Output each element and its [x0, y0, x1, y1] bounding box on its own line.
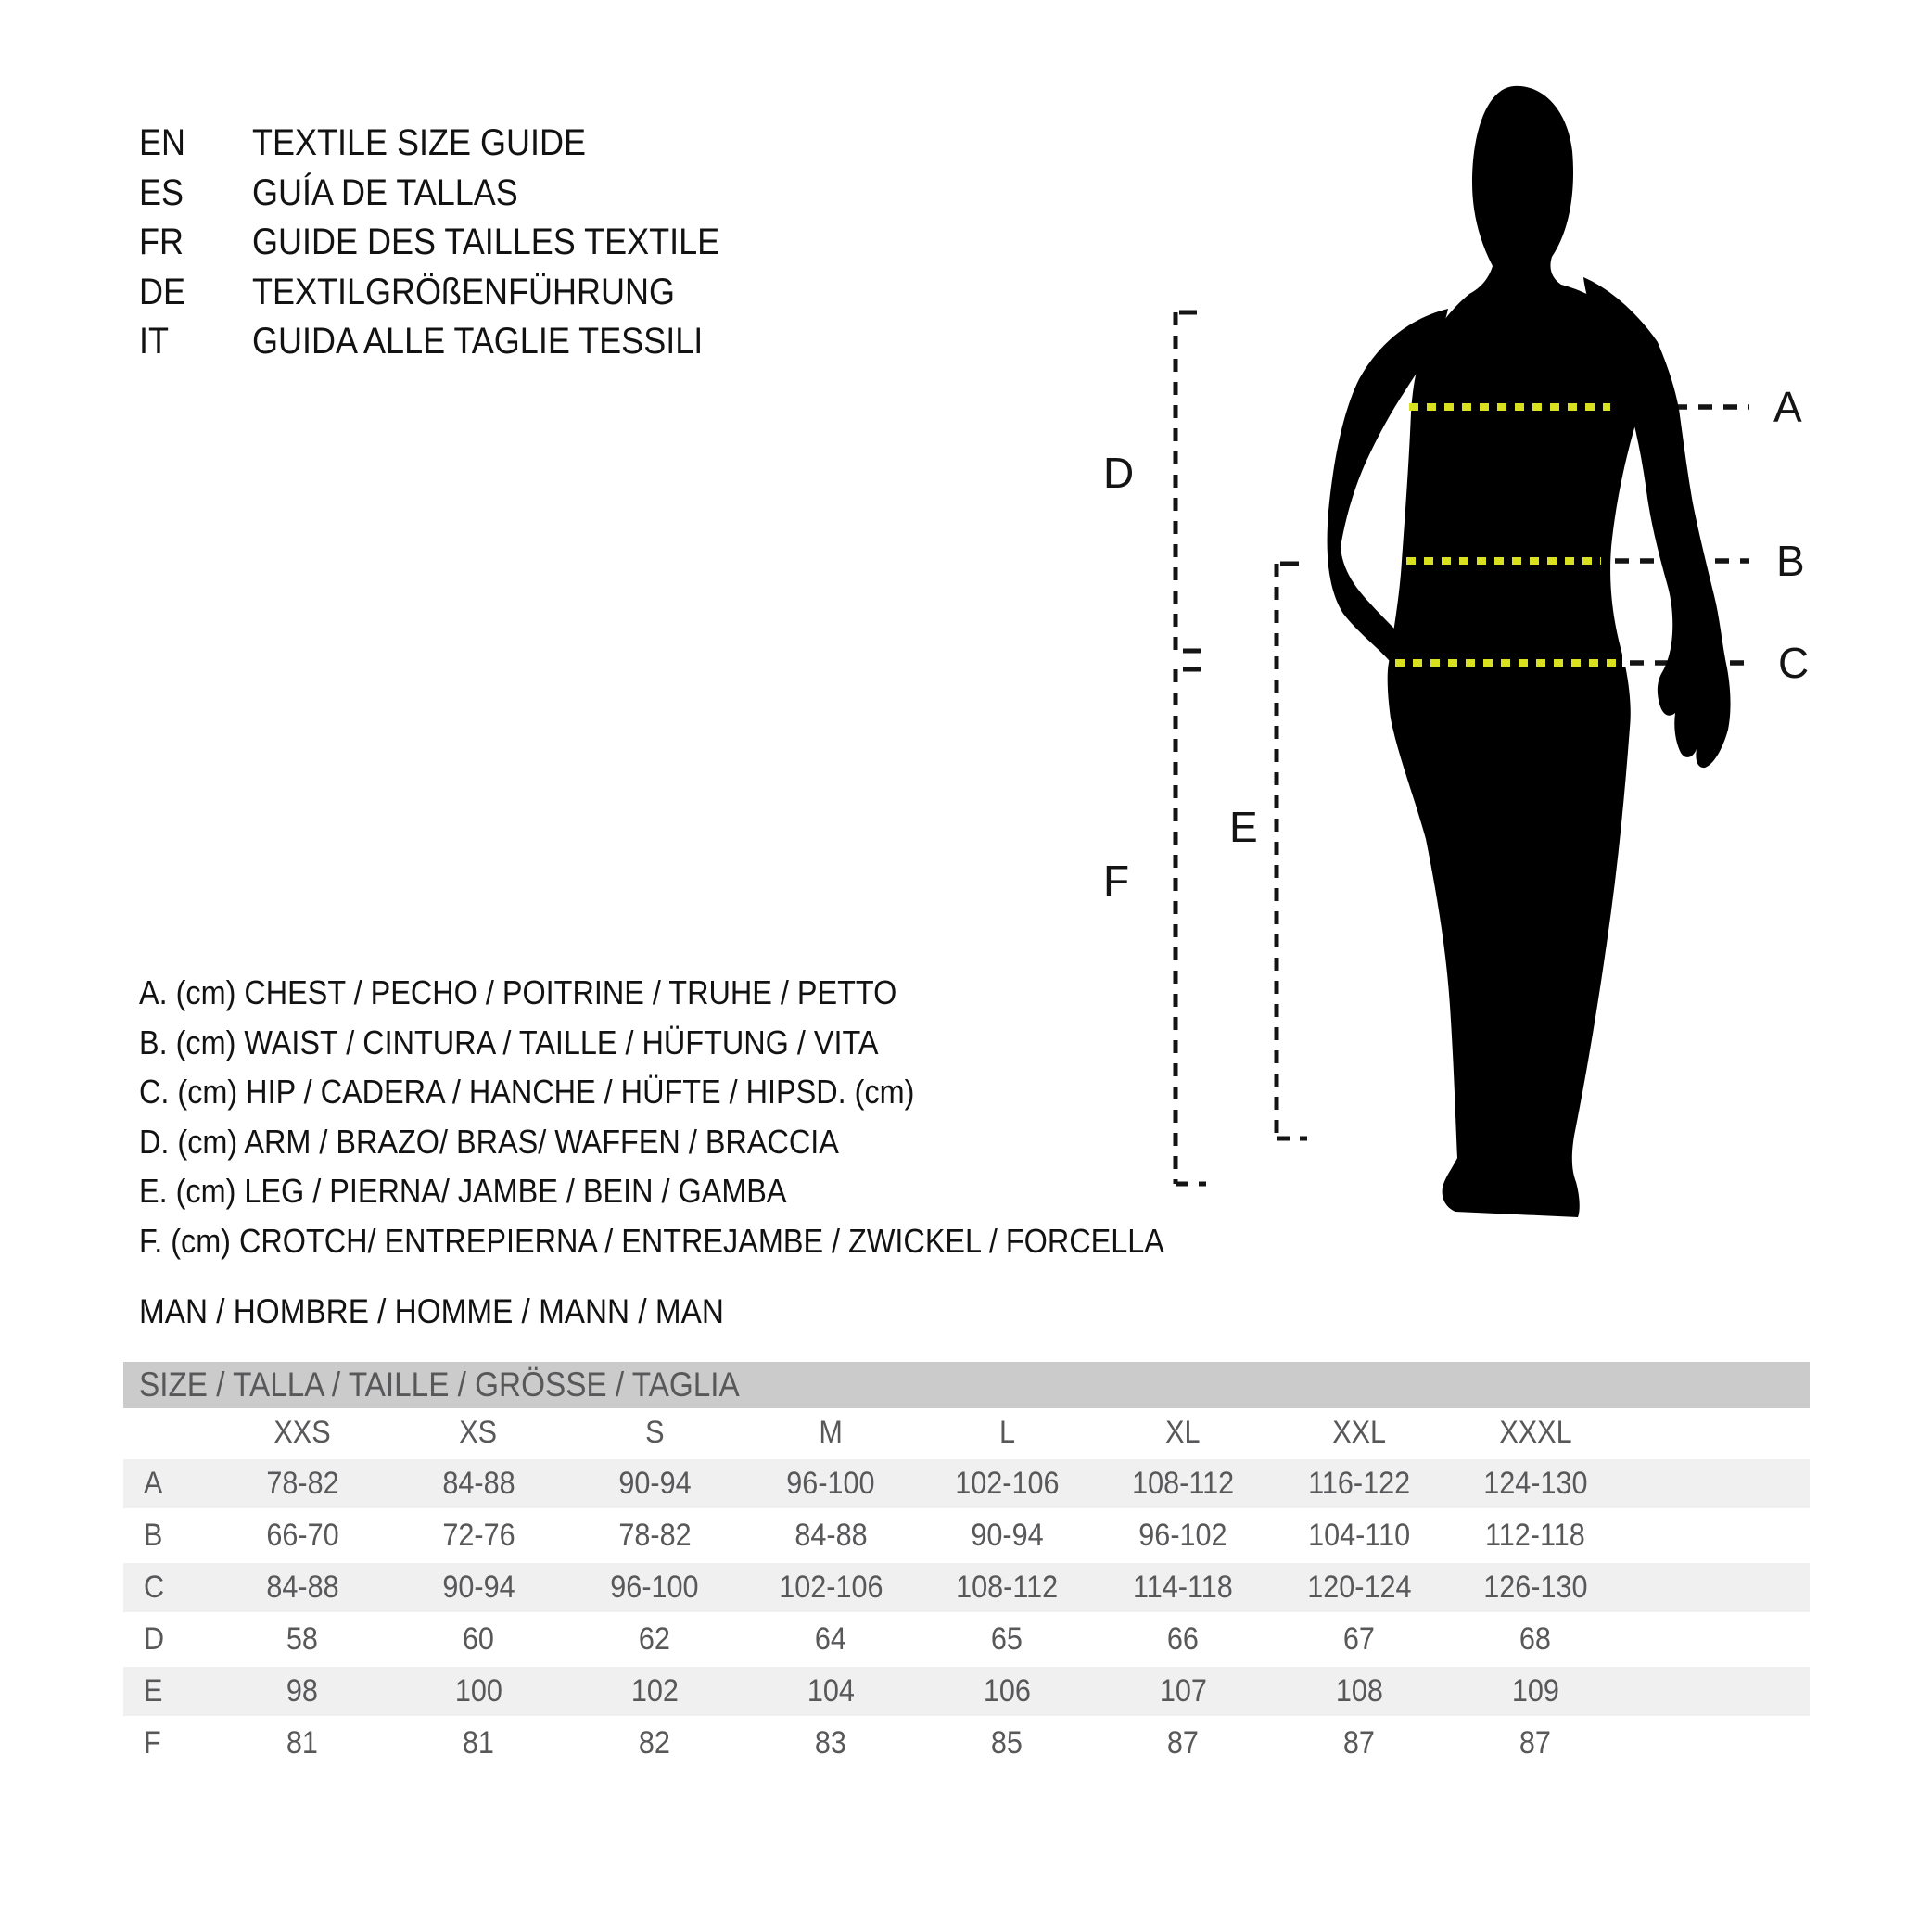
size-cell: 68	[1519, 1621, 1552, 1657]
legend-line-chest: A. (cm) CHEST / PECHO / POITRINE / TRUHE / PETTO	[139, 973, 897, 1011]
size-cell: 90-94	[970, 1518, 1044, 1553]
size-cell: 112-118	[1485, 1518, 1585, 1553]
size-cell: 102-106	[954, 1466, 1060, 1501]
table-row	[123, 1510, 1810, 1562]
size-cell: 104-110	[1307, 1518, 1411, 1553]
audience-label: MAN / HOMBRE / HOMME / MANN / MAN	[139, 1292, 724, 1330]
size-col-header: L	[998, 1414, 1015, 1450]
guide-title: GUÍA DE TALLAS	[252, 172, 518, 213]
size-cell: 108-112	[1131, 1466, 1235, 1501]
size-cell: 109	[1511, 1673, 1559, 1709]
size-cell: 106	[983, 1673, 1031, 1709]
label-hip: C	[1778, 639, 1810, 687]
table-header-band	[123, 1362, 1810, 1408]
table-header-label: SIZE / TALLA / TAILLE / GRÖSSE / TAGLIA	[139, 1366, 740, 1404]
size-cell: 108	[1335, 1673, 1383, 1709]
title-block	[139, 119, 771, 367]
table-row	[123, 1718, 1810, 1769]
row-label: F	[144, 1725, 161, 1760]
size-cell: 102-106	[778, 1570, 883, 1605]
row-label: E	[144, 1673, 163, 1709]
size-cell: 58	[286, 1621, 319, 1657]
label-waist: B	[1776, 537, 1805, 585]
legend-line-leg: E. (cm) LEG / PIERNA/ JAMBE / BEIN / GAMBA	[139, 1172, 787, 1210]
table-row	[123, 1562, 1810, 1614]
size-cell: 72-76	[441, 1518, 515, 1553]
title-row	[139, 119, 771, 169]
title-row	[139, 268, 771, 318]
lang-code: FR	[139, 222, 184, 262]
lang-code: ES	[139, 172, 184, 213]
size-cell: 107	[1159, 1673, 1207, 1709]
label-leg: E	[1229, 803, 1258, 851]
row-label: C	[144, 1570, 165, 1605]
size-cell: 62	[638, 1621, 671, 1657]
lang-code: IT	[139, 321, 169, 362]
size-cell: 84-88	[441, 1466, 515, 1501]
label-chest: A	[1773, 383, 1802, 431]
size-cell: 66	[1166, 1621, 1200, 1657]
size-cell: 124-130	[1482, 1466, 1588, 1501]
title-row	[139, 169, 771, 219]
legend-block	[139, 968, 1278, 1265]
guide-title: TEXTILGRÖßENFÜHRUNG	[252, 271, 676, 312]
row-label: D	[144, 1621, 165, 1657]
size-cell: 100	[454, 1673, 502, 1709]
size-col-header: M	[819, 1414, 843, 1450]
size-col-header: XXS	[273, 1414, 331, 1450]
size-cell: 78-82	[265, 1466, 339, 1501]
table-row	[123, 1666, 1810, 1718]
lang-code: EN	[139, 122, 186, 163]
size-col-header: XS	[459, 1414, 498, 1450]
size-cell: 60	[462, 1621, 495, 1657]
guide-title: GUIDA ALLE TAGLIE TESSILI	[252, 321, 704, 362]
guide-title: TEXTILE SIZE GUIDE	[252, 122, 587, 163]
label-crotch: F	[1103, 857, 1130, 905]
size-cell: 116-122	[1307, 1466, 1411, 1501]
lang-code: DE	[139, 271, 186, 312]
title-row	[139, 218, 771, 268]
size-cell: 90-94	[617, 1466, 692, 1501]
size-col-header: XL	[1165, 1414, 1201, 1450]
size-cell: 104	[807, 1673, 855, 1709]
size-cell: 85	[990, 1725, 1023, 1760]
legend-line-arm: D. (cm) ARM / BRAZO/ BRAS/ WAFFEN / BRACCIA	[139, 1122, 839, 1161]
label-arm: D	[1103, 449, 1135, 497]
size-cell: 120-124	[1306, 1570, 1412, 1605]
size-cell: 65	[990, 1621, 1023, 1657]
size-cell: 98	[286, 1673, 319, 1709]
table-row	[123, 1458, 1810, 1510]
row-label: A	[144, 1466, 163, 1501]
size-cell: 64	[814, 1621, 847, 1657]
size-cell: 84-88	[794, 1518, 868, 1553]
title-row	[139, 317, 771, 367]
size-cell: 82	[638, 1725, 671, 1760]
size-cell: 81	[462, 1725, 495, 1760]
man-silhouette	[1328, 86, 1731, 1217]
size-cell: 96-100	[610, 1570, 699, 1605]
row-label: B	[144, 1518, 163, 1553]
size-cell: 87	[1342, 1725, 1376, 1760]
size-header-row	[123, 1408, 1810, 1458]
legend-line-hip: C. (cm) HIP / CADERA / HANCHE / HÜFTE / HIPSD. (cm)	[139, 1073, 915, 1111]
size-cell: 78-82	[617, 1518, 692, 1553]
guide-title: GUIDE DES TAILLES TEXTILE	[252, 222, 720, 262]
size-cell: 87	[1166, 1725, 1200, 1760]
size-cell: 66-70	[265, 1518, 339, 1553]
size-col-header: XXXL	[1498, 1414, 1572, 1450]
size-cell: 84-88	[265, 1570, 339, 1605]
size-cell: 67	[1342, 1621, 1376, 1657]
hip-edge-tick	[1622, 644, 1629, 667]
size-cell: 96-100	[786, 1466, 875, 1501]
size-cell: 90-94	[441, 1570, 515, 1605]
size-cell: 81	[286, 1725, 319, 1760]
size-table	[123, 1362, 1810, 1768]
legend-line-waist: B. (cm) WAIST / CINTURA / TAILLE / HÜFTUNG / VITA	[139, 1023, 879, 1061]
size-col-header: XXL	[1332, 1414, 1386, 1450]
size-col-header: S	[644, 1414, 665, 1450]
size-cell: 108-112	[955, 1570, 1059, 1605]
size-cell: 126-130	[1482, 1570, 1588, 1605]
size-cell: 114-118	[1133, 1570, 1233, 1605]
size-cell: 87	[1519, 1725, 1552, 1760]
table-row	[123, 1614, 1810, 1666]
size-cell: 96-102	[1138, 1518, 1227, 1553]
size-cell: 102	[630, 1673, 679, 1709]
size-cell: 83	[814, 1725, 847, 1760]
legend-line-crotch: F. (cm) CROTCH/ ENTREPIERNA / ENTREJAMBE / ZWICKEL / FORCELLA	[139, 1221, 1164, 1260]
